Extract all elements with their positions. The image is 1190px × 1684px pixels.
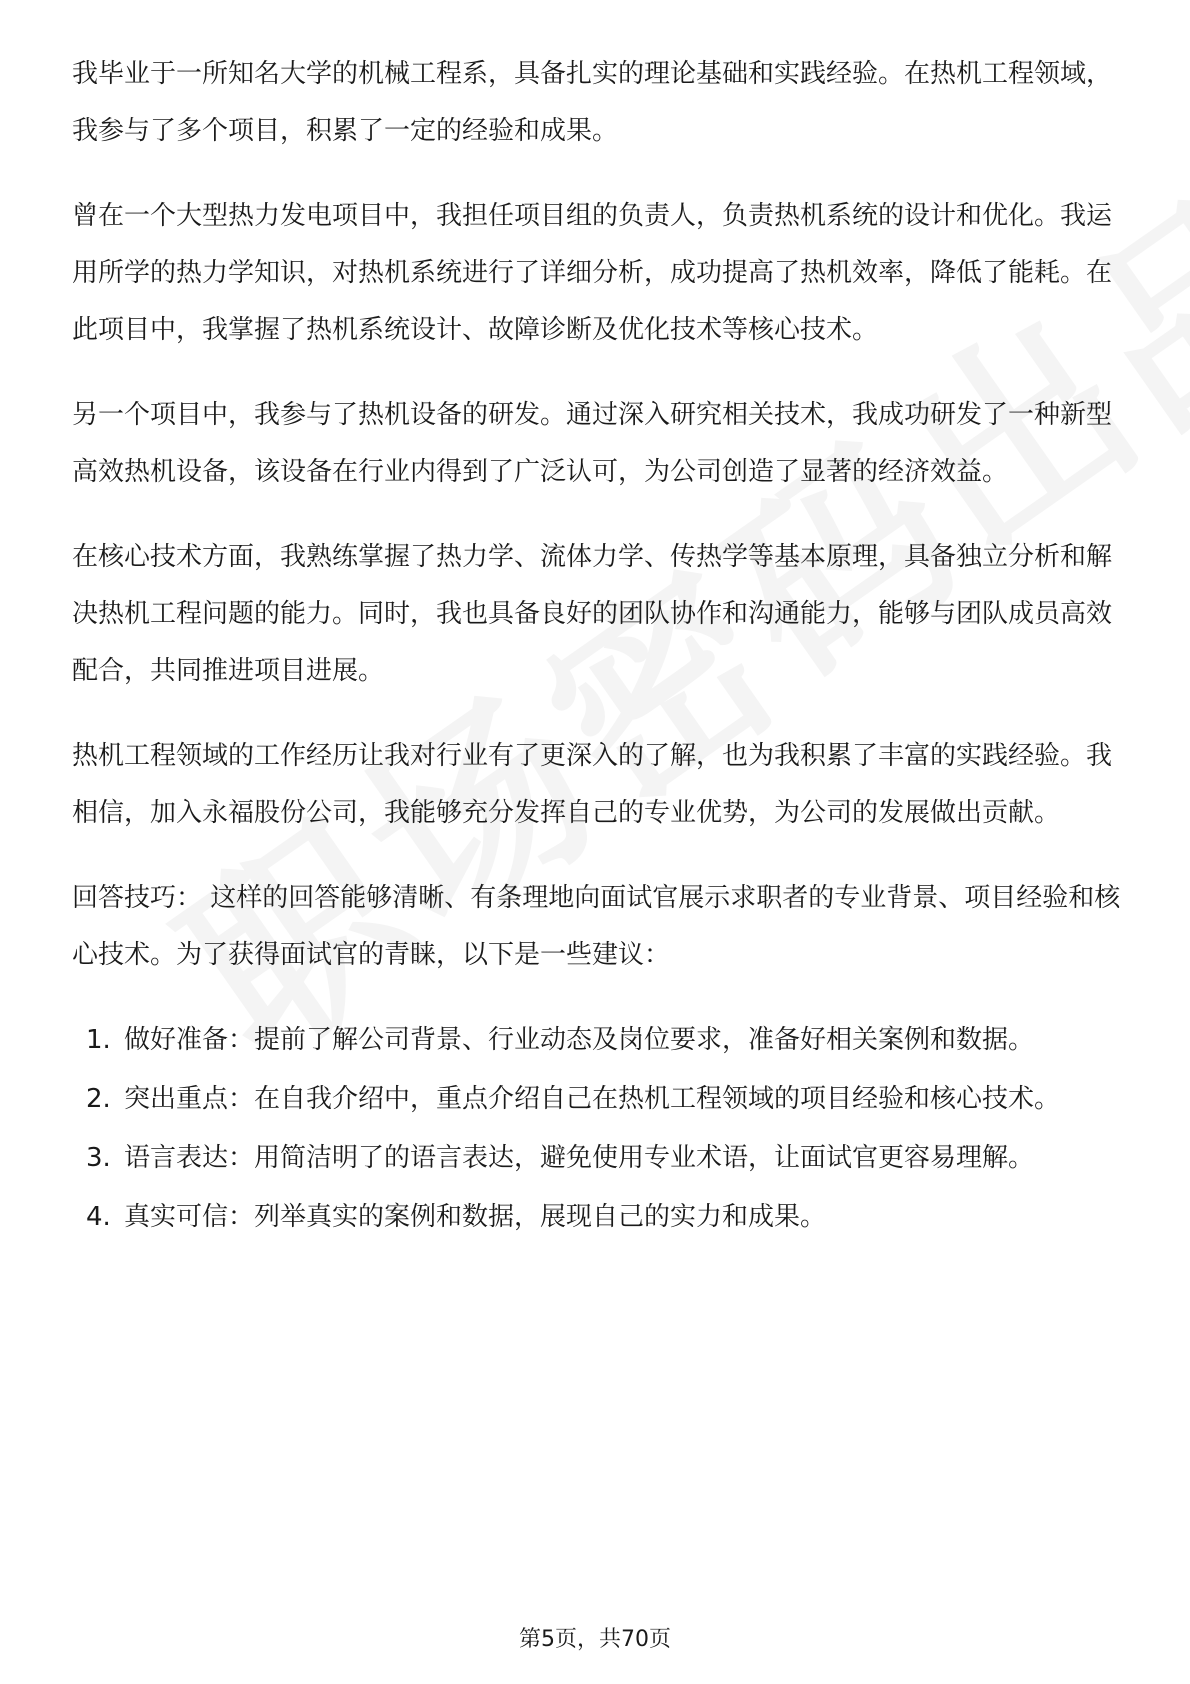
tips-list <box>72 1012 1122 1246</box>
paragraph-answer-tips: 回答技巧： 这样的回答能够清晰、有条理地向面试官展示求职者的专业背景、项目经验和核心技术。为了获得面试官的青睐，以下是一些建议： <box>72 883 1121 970</box>
list-item <box>72 1071 1122 1128</box>
list-item-text: 语言表达：用简洁明了的语言表达，避免使用专业术语，让面试官更容易理解。 <box>124 1143 1035 1173</box>
list-item-text: 做好准备：提前了解公司背景、行业动态及岗位要求，准备好相关案例和数据。 <box>124 1025 1035 1055</box>
paragraph-motivation: 热机工程领域的工作经历让我对行业有了更深入的了解，也为我积累了丰富的实践经验。我相信，加入永福股份公司，我能够充分发挥自己的专业优势，为公司的发展做出贡献。 <box>72 741 1113 828</box>
page-number: 第5页，共70页 <box>519 1627 671 1652</box>
list-number: 4. <box>86 1202 111 1232</box>
list-item <box>72 1189 1122 1246</box>
list-number: 2. <box>86 1084 111 1114</box>
document-body <box>72 46 1122 1248</box>
list-number: 1. <box>86 1025 111 1055</box>
list-number: 3. <box>86 1143 111 1173</box>
paragraph-power-project: 曾在一个大型热力发电项目中，我担任项目组的负责人，负责热机系统的设计和优化。我运用所学的热力学知识，对热机系统进行了详细分析，成功提高了热机效率，降低了能耗。在此项目中，我掌握了热机系统设计、故障诊断及优化技术等核心技术。 <box>72 201 1113 345</box>
list-item <box>72 1130 1122 1187</box>
list-item-text: 真实可信：列举真实的案例和数据，展现自己的实力和成果。 <box>124 1202 827 1232</box>
list-item <box>72 1012 1122 1069</box>
paragraph-education: 我毕业于一所知名大学的机械工程系，具备扎实的理论基础和实践经验。在热机工程领域，我参与了多个项目，积累了一定的经验和成果。 <box>72 59 1113 146</box>
paragraph-core-skills: 在核心技术方面，我熟练掌握了热力学、流体力学、传热学等基本原理，具备独立分析和解决热机工程问题的能力。同时，我也具备良好的团队协作和沟通能力，能够与团队成员高效配合，共同推进项目进展。 <box>72 542 1113 686</box>
list-item-text: 突出重点：在自我介绍中，重点介绍自己在热机工程领域的项目经验和核心技术。 <box>124 1084 1061 1114</box>
paragraph-rnd-project: 另一个项目中，我参与了热机设备的研发。通过深入研究相关技术，我成功研发了一种新型高效热机设备，该设备在行业内得到了广泛认可，为公司创造了显著的经济效益。 <box>72 400 1113 487</box>
